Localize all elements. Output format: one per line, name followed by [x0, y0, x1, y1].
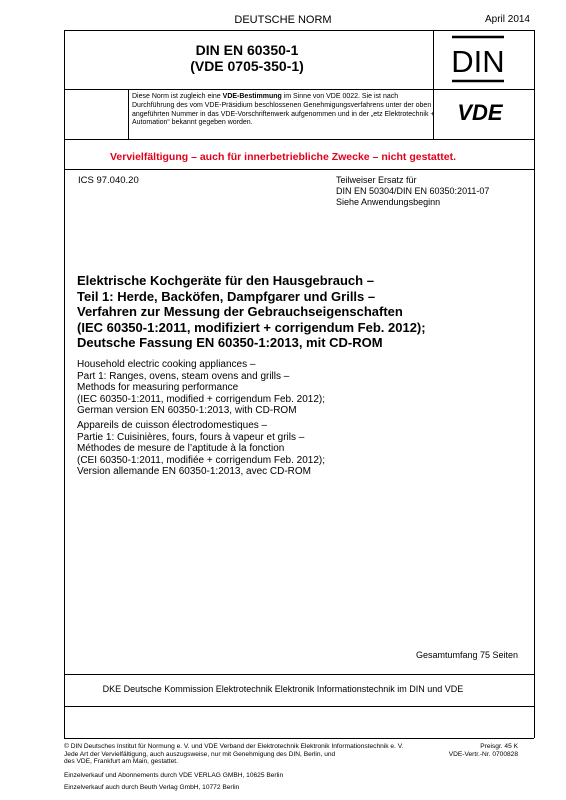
title-fr-line: Appareils de cuisson électrodomestiques – — [77, 420, 268, 431]
copyright-line: Jede Art der Vervielfältigung, auch auszugsweise, nur mit Genehmigung des DIN, Berlin, und — [64, 750, 336, 758]
vde-logo-text: VDE — [457, 100, 503, 125]
sales-info-2: Einzelverkauf auch durch Beuth Verlag GmbH, 10772 Berlin — [64, 784, 240, 791]
copy-warning: Vervielfältigung – auch für innerbetriebliche Zwecke – nicht gestattet. — [109, 151, 456, 163]
publication-date: April 2014 — [484, 14, 530, 25]
norm-type: DEUTSCHE NORM — [234, 14, 332, 26]
main-title-line: Verfahren zur Messung der Gebrauchseigenschaften — [77, 304, 403, 319]
vde-logo — [440, 98, 520, 126]
title-en-line: Part 1: Ranges, ovens, steam ovens and grills – — [77, 370, 290, 382]
main-title-line: (IEC 60350-1:2011, modifiziert + corrigendum Feb. 2012); — [77, 319, 426, 335]
copyright-line: des VDE, Frankfurt am Main, gestattet. — [64, 758, 178, 766]
price-info — [449, 743, 518, 759]
din-logo — [443, 34, 513, 84]
ics-rule — [64, 169, 534, 170]
title-en — [77, 359, 537, 417]
title-line-2: (VDE 0705-350-1) — [190, 58, 304, 74]
vde-notice — [132, 93, 438, 128]
din-logo-graphic — [443, 34, 513, 84]
dke-bottom-rule — [64, 706, 534, 707]
din-logo-text: DIN — [451, 44, 505, 79]
document-title — [64, 42, 430, 74]
price-group: Preisgr. 45 K — [480, 743, 518, 750]
footer-top-rule — [64, 738, 534, 739]
order-number: VDE-Vertr.-Nr. 0700828 — [448, 751, 518, 758]
title-en-line: Household electric cooking appliances – — [77, 359, 256, 370]
main-title-de — [77, 273, 537, 351]
notice-rule — [64, 139, 534, 140]
dke-commission: DKE Deutsche Kommission Elektrotechnik Elektronik Informationstechnik im DIN und VDE — [102, 684, 464, 694]
copyright-line: © DIN Deutsches Institut für Normung e. V. und VDE Verband der Elektrotechnik Elektronik Informationstechnik e. V. — [64, 743, 404, 750]
vde-logo-graphic — [440, 98, 520, 126]
title-en-line: (IEC 60350-1:2011, modified + corrigendum Feb. 2012); — [77, 393, 326, 405]
ics-code: ICS 97.040.20 — [78, 175, 139, 186]
left-border — [64, 30, 65, 738]
title-fr-line: (CEI 60350-1:2011, modifiée + corrigendum Feb. 2012); — [77, 454, 326, 466]
copyright-notice — [64, 743, 414, 766]
title-en-line: German version EN 60350-1:2013, with CD-ROM — [77, 405, 297, 417]
replacement-line-2: DIN EN 50304/DIN EN 60350:2011-07 — [336, 186, 490, 196]
notice-bold: VDE-Bestimmung — [222, 93, 282, 100]
title-rule — [64, 89, 534, 90]
replacement-line-3: Siehe Anwendungsbeginn — [336, 197, 441, 207]
title-fr-line: Méthodes de mesure de l’aptitude à la fonction — [77, 443, 285, 455]
title-fr-line: Version allemande EN 60350-1:2013, avec CD-ROM — [77, 466, 312, 478]
top-rule — [64, 30, 534, 31]
replacement-line-1: Teilweiser Ersatz für — [336, 175, 417, 185]
title-en-line: Methods for measuring performance — [77, 382, 239, 394]
notice-part-2: im Sinne von VDE 0022. Sie ist nach Durchführung des vom VDE-Präsidium beschlossenen Genehmigungsverfahrens unter der oben angeführten Nummer in das VDE-Vorschriftenwerk aufgenommen und in der „etz Elektrotechnik + Automation“ bekannt gegeben worden. — [132, 93, 435, 127]
dke-top-rule — [64, 674, 534, 675]
title-fr — [77, 420, 537, 478]
notice-divider-left — [128, 89, 129, 139]
main-title-line: Deutsche Fassung EN 60350-1:2013, mit CD-ROM — [77, 335, 383, 350]
sales-info-1: Einzelverkauf und Abonnements durch VDE VERLAG GMBH, 10625 Berlin — [64, 772, 284, 779]
replacement-info — [336, 175, 489, 208]
title-line-1: DIN EN 60350-1 — [195, 42, 299, 58]
main-title-line: Elektrische Kochgeräte für den Hausgebrauch – — [77, 273, 374, 288]
main-title-line: Teil 1: Herde, Backöfen, Dampfgarer und Grills – — [77, 288, 376, 304]
title-fr-line: Partie 1: Cuisinières, fours, fours à vapeur et grils – — [77, 431, 305, 443]
total-pages: Gesamtumfang 75 Seiten — [415, 650, 518, 660]
notice-part-1: Diese Norm ist zugleich eine — [132, 93, 223, 100]
